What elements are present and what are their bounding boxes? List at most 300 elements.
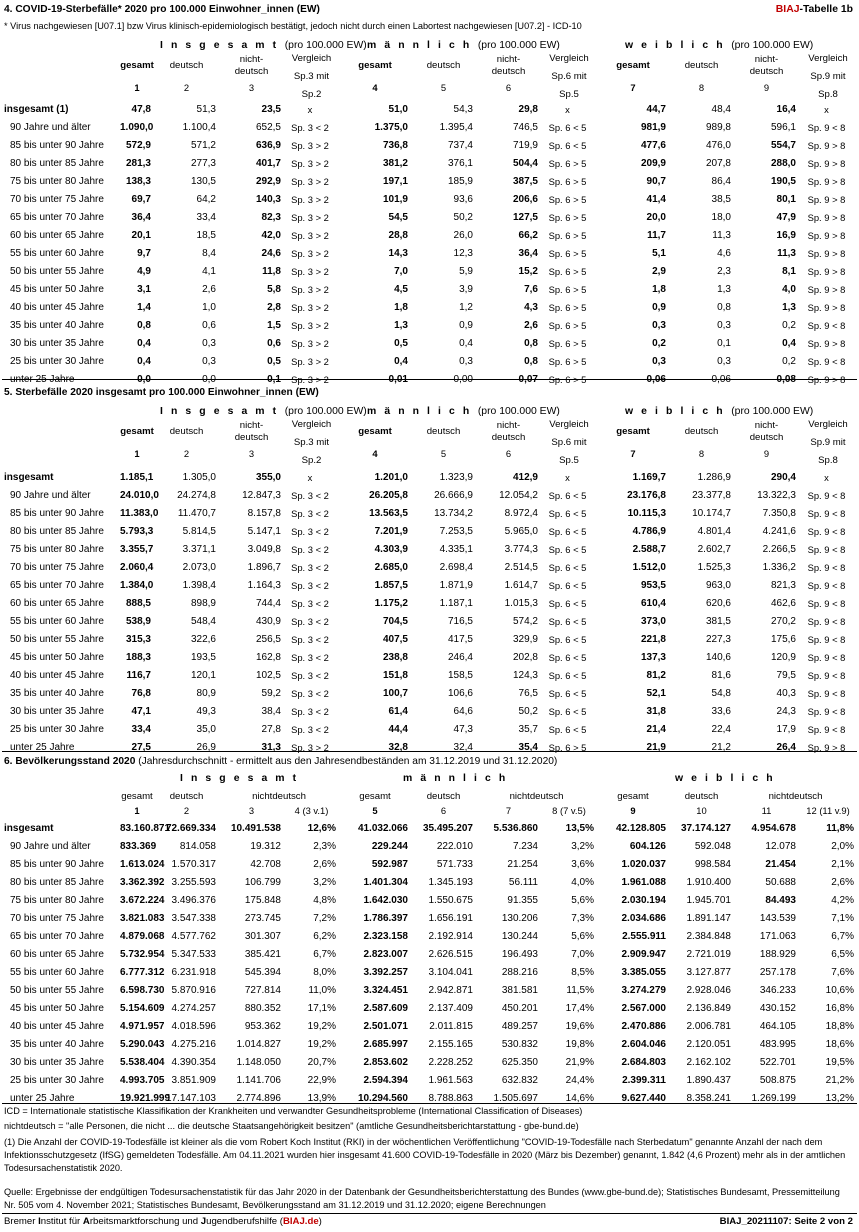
table-cell: 21,2% <box>825 1075 854 1086</box>
table-cell: 24,3 <box>776 706 796 717</box>
table-cell: Sp. 3 > 2 <box>291 742 329 753</box>
table-cell: 1,4 <box>137 302 151 313</box>
group-header-weiblich-label: w e i b l i c h <box>625 406 726 417</box>
table-cell: 373,0 <box>640 616 666 627</box>
table-cell: 66,2 <box>518 230 538 241</box>
table-cell: Sp. 6 > 5 <box>548 194 587 205</box>
row-label: insgesamt (1) <box>4 104 69 115</box>
table-cell: 288.216 <box>501 967 538 978</box>
table-cell: 50.688 <box>765 877 796 888</box>
table-cell: 2.073,0 <box>182 562 216 573</box>
table-cell: 4.390.354 <box>171 1057 216 1068</box>
table-cell: 477,6 <box>640 140 666 151</box>
table-cell: 2,3 <box>717 266 731 277</box>
column-header-sp9mit: Sp.9 mit <box>810 437 846 448</box>
table-cell: 0,6 <box>267 338 281 349</box>
table-cell: 3.385.055 <box>621 967 666 978</box>
row-label: 65 bis unter 70 Jahre <box>10 931 104 942</box>
table-cell: 69,7 <box>131 194 151 205</box>
table-cell: 10.115,3 <box>627 508 666 519</box>
section4-title: 4. COVID-19-Sterbefälle* 2020 pro 100.000 Einwohner_innen (EW) <box>4 4 320 15</box>
table-cell: 162,8 <box>255 652 281 663</box>
table-cell: 188.929 <box>759 949 796 960</box>
table-cell: 0,8 <box>717 302 731 313</box>
table-cell: Sp. 9 < 8 <box>807 490 846 501</box>
table-row <box>2 469 857 487</box>
row-label: 40 bis unter 45 Jahre <box>10 302 104 313</box>
table-cell: 1.505.697 <box>493 1093 538 1104</box>
table-cell: 48,4 <box>711 104 731 115</box>
row-label: 30 bis unter 35 Jahre <box>10 1057 104 1068</box>
table-cell: 381.581 <box>501 985 538 996</box>
table-cell: 32,4 <box>453 742 473 753</box>
table-cell: 0,3 <box>459 356 473 367</box>
table-cell: Sp. 9 > 8 <box>807 176 846 187</box>
row-label: 85 bis unter 90 Jahre <box>10 859 104 870</box>
table-cell: Sp. 3 < 2 <box>291 670 329 681</box>
table-cell: 54,5 <box>388 212 408 223</box>
table-cell: 346.233 <box>759 985 796 996</box>
table-cell: 41,4 <box>646 194 666 205</box>
table-cell: 2.006.781 <box>686 1021 731 1032</box>
column-header-vergleich: Vergleich <box>291 419 332 430</box>
table-cell: 24.274,8 <box>177 490 216 501</box>
table-cell: 202,8 <box>512 652 538 663</box>
table-row <box>2 892 857 910</box>
column-number: 2 <box>183 448 190 459</box>
row-label: 55 bis unter 60 Jahre <box>10 616 104 627</box>
table-cell: 736,8 <box>382 140 408 151</box>
table-cell: 12,6% <box>307 823 336 834</box>
table-cell: 4.993.705 <box>120 1075 165 1086</box>
table-cell: 2,3% <box>313 841 336 852</box>
table-cell: 7,6 <box>524 284 538 295</box>
table-cell: Sp. 9 < 8 <box>807 122 846 133</box>
table-cell: 12.054,2 <box>499 490 538 501</box>
table-cell: Sp. 9 > 8 <box>807 194 846 205</box>
table-cell: 3,6% <box>571 859 594 870</box>
table-cell: Sp. 6 > 5 <box>548 266 587 277</box>
table-cell: 82,3 <box>261 212 281 223</box>
table-cell: 3.104.041 <box>428 967 473 978</box>
table-cell: 464.105 <box>759 1021 796 1032</box>
table-cell: 0,0 <box>137 374 151 385</box>
group-header-weiblich <box>625 406 813 417</box>
column-number: 2 <box>183 805 190 816</box>
table-cell: 1.164,3 <box>247 580 281 591</box>
table-cell: 3.255.593 <box>171 877 216 888</box>
table-cell: Sp. 3 < 2 <box>291 526 329 537</box>
table-cell: 31,3 <box>261 742 281 753</box>
table-cell: 2.685,0 <box>374 562 408 573</box>
column-header-sp6mit: Sp.6 mit <box>551 71 587 82</box>
row-label: unter 25 Jahre <box>10 374 75 385</box>
table-cell: 11,8 <box>262 266 281 277</box>
table6 <box>2 820 857 1108</box>
table-cell: 0,6 <box>202 320 216 331</box>
table4 <box>2 101 857 389</box>
table-cell: 19.921.999 <box>120 1093 171 1104</box>
table-cell: 81,6 <box>711 670 731 681</box>
table-cell: 42.708 <box>250 859 281 870</box>
table-cell: 4,6 <box>717 248 731 259</box>
table-cell: 620,6 <box>705 598 731 609</box>
table-row <box>2 1036 857 1054</box>
table-cell: 430.152 <box>759 1003 796 1014</box>
table-cell: 6.777.312 <box>120 967 165 978</box>
table-cell: 981,9 <box>640 122 666 133</box>
table-cell: 7,0% <box>571 949 594 960</box>
table-cell: 610,4 <box>640 598 666 609</box>
table-cell: Sp. 6 < 5 <box>548 652 587 663</box>
table-cell: 72.669.334 <box>165 823 216 834</box>
table-cell: 0,06 <box>646 374 666 385</box>
table-cell: 953,5 <box>640 580 666 591</box>
group-header-maennlich <box>367 406 560 417</box>
table-row <box>2 838 857 856</box>
table-row <box>2 101 857 119</box>
table-cell: Sp. 3 > 2 <box>291 158 329 169</box>
table-cell: 355,0 <box>255 472 281 483</box>
table-id <box>776 4 853 15</box>
table-cell: 1.890.437 <box>686 1075 731 1086</box>
table-cell: 4,2% <box>831 895 854 906</box>
table-cell: 1,0 <box>202 302 216 313</box>
column-header-deutsch: deutsch <box>169 791 204 802</box>
table-cell: 3,9 <box>459 284 473 295</box>
footer-text: rbeitsmarktforschung und <box>89 1216 201 1227</box>
table-cell: 93,6 <box>453 194 473 205</box>
table-cell: x <box>824 104 829 115</box>
table-cell: 10.294.560 <box>357 1093 408 1104</box>
column-number: 6 <box>440 805 447 816</box>
table-cell: 277,3 <box>190 158 216 169</box>
table-cell: 596,1 <box>770 122 796 133</box>
table-cell: 376,1 <box>447 158 473 169</box>
column-header-deutsch: deutsch <box>684 426 719 437</box>
table-cell: 11,5% <box>566 985 594 996</box>
table-cell: 8.972,4 <box>504 508 538 519</box>
table-cell: 1.020.037 <box>621 859 666 870</box>
table-cell: 2.594.394 <box>363 1075 408 1086</box>
table-cell: 130,5 <box>190 176 216 187</box>
table-cell: 7,1% <box>831 913 854 924</box>
table-cell: 175.848 <box>244 895 281 906</box>
table-cell: 1.090,0 <box>120 122 154 133</box>
table-cell: 963,0 <box>705 580 731 591</box>
table-cell: 0,3 <box>717 320 731 331</box>
row-label: 75 bis unter 80 Jahre <box>10 544 104 555</box>
table-cell: 2.942.871 <box>428 985 473 996</box>
table-cell: 207,8 <box>705 158 731 169</box>
column-header-gesamt: gesamt <box>120 426 154 437</box>
table-cell: x <box>307 472 313 483</box>
footer-link[interactable]: BIAJ.de <box>282 1216 319 1227</box>
table-cell: 3,2% <box>571 841 594 852</box>
table-cell: 20,0 <box>646 212 666 223</box>
table-cell: x <box>565 472 570 483</box>
table-cell: 545.394 <box>244 967 281 978</box>
table-cell: 2.823.007 <box>363 949 408 960</box>
table-cell: 138,3 <box>125 176 151 187</box>
table-cell: 1.786.397 <box>363 913 408 924</box>
table-cell: 625.350 <box>501 1057 538 1068</box>
table-cell: 8.358.241 <box>686 1093 731 1104</box>
table-cell: 3.774,3 <box>504 544 538 555</box>
table-cell: 315,3 <box>125 634 151 645</box>
table-cell: 1.187,1 <box>439 598 473 609</box>
table-cell: 2.588,7 <box>632 544 666 555</box>
row-label: 85 bis unter 90 Jahre <box>10 508 104 519</box>
table-cell: 21,9% <box>565 1057 594 1068</box>
footer-page-info: BIAJ_20211107: Seite 2 von 2 <box>719 1216 853 1227</box>
row-label: 65 bis unter 70 Jahre <box>10 580 104 591</box>
row-label: 80 bis unter 85 Jahre <box>10 877 104 888</box>
column-header-sp9mit: Sp.9 mit <box>810 71 846 82</box>
column-header-nichtdeutsch_word: deutsch <box>749 66 784 77</box>
table-cell: 47,9 <box>776 212 796 223</box>
table-cell: 3.672.224 <box>120 895 165 906</box>
table-cell: 407,5 <box>382 634 408 645</box>
table-cell: Sp. 3 < 2 <box>291 688 329 699</box>
column-number: 8 <box>698 82 705 93</box>
table-cell: Sp. 6 < 5 <box>548 140 587 151</box>
table-cell: 0,3 <box>202 338 216 349</box>
table-cell: 1.014.827 <box>236 1039 281 1050</box>
table-cell: 227,3 <box>705 634 731 645</box>
table-cell: 2.192.914 <box>428 931 473 942</box>
table-cell: 2.587.609 <box>363 1003 408 1014</box>
table-cell: 32,8 <box>388 742 408 753</box>
table-cell: 2.323.158 <box>363 931 408 942</box>
table-cell: Sp. 9 < 8 <box>807 598 846 609</box>
table-cell: Sp. 3 > 2 <box>291 212 329 223</box>
table-cell: Sp. 9 < 8 <box>807 688 846 699</box>
table-cell: 1.323,9 <box>439 472 473 483</box>
table-cell: 127,5 <box>512 212 538 223</box>
row-label: 50 bis unter 55 Jahre <box>10 634 104 645</box>
footnote-icd: ICD = Internationale statistische Klassifikation der Krankheiten und verwandter Gesundheitsprobleme (International Classification of Diseases) <box>4 1106 583 1116</box>
column-number: 8 <box>698 448 705 459</box>
column-header-sp5: Sp.5 <box>559 455 579 466</box>
table-cell: 4.801,4 <box>697 526 731 537</box>
table-cell: 11,3 <box>712 230 731 241</box>
table-row <box>2 1018 857 1036</box>
table-row <box>2 964 857 982</box>
table-cell: Sp. 6 > 5 <box>548 374 587 385</box>
table-row <box>2 613 857 631</box>
table-cell: 19,6% <box>565 1021 594 1032</box>
table-cell: 430,9 <box>255 616 281 627</box>
table-cell: 2.698,4 <box>439 562 473 573</box>
table-row <box>2 874 857 892</box>
table-cell: Sp. 6 > 5 <box>548 284 587 295</box>
table-cell: Sp. 6 < 5 <box>548 562 587 573</box>
table-cell: 989,8 <box>705 122 731 133</box>
table-row <box>2 928 857 946</box>
group-header-maennlich-label: m ä n n l i c h <box>367 40 472 51</box>
table-cell: 450.201 <box>501 1003 538 1014</box>
row-label: 80 bis unter 85 Jahre <box>10 526 104 537</box>
table-cell: 56.111 <box>508 877 538 888</box>
table-cell: 79,5 <box>776 670 796 681</box>
table-cell: 2,6 <box>524 320 538 331</box>
table-cell: 12.847,3 <box>242 490 281 501</box>
column-header-nichtdeutsch_word: deutsch <box>234 66 269 77</box>
table-cell: 1.871,9 <box>439 580 473 591</box>
table-cell: 6.598.730 <box>120 985 165 996</box>
table-cell: 530.832 <box>501 1039 538 1050</box>
table-row <box>2 703 857 721</box>
column-header-nichtdeutsch_word: deutsch <box>491 432 526 443</box>
group-header-weiblich <box>625 40 813 51</box>
row-label: 70 bis unter 75 Jahre <box>10 913 104 924</box>
table-cell: 229.244 <box>371 841 408 852</box>
footnote-source: Quelle: Ergebnisse der endgültigen Todesursachenstatistik für das Jahr 2020 in der Datenbank der Gesundheitsberichterstattung des Bundes (www.gbe-bund.de); Statistisches Bundesamt, Pressemitteilung Nr. 505 vom 4. November 2021; Statistisches Bundesamt, Bevölkerungsstand am 31.12.2019 und 31.12.2020; eigene Berechnungen <box>4 1187 840 1210</box>
table-cell: Sp. 9 > 8 <box>807 284 846 295</box>
footer-text: nstitut für <box>40 1216 83 1227</box>
table-cell: 11,8% <box>826 823 854 834</box>
table-cell: 2.011.815 <box>429 1021 473 1032</box>
table-cell: Sp. 3 < 2 <box>291 598 329 609</box>
table-cell: 257.178 <box>759 967 796 978</box>
row-label: 90 Jahre und älter <box>10 490 91 501</box>
table-cell: Sp. 3 > 2 <box>291 302 329 313</box>
table-cell: 1.141.706 <box>236 1075 281 1086</box>
table-cell: 28,8 <box>388 230 408 241</box>
table-cell: 17.147.103 <box>165 1093 216 1104</box>
table-cell: Sp. 3 < 2 <box>291 616 329 627</box>
table-cell: 4,0% <box>571 877 594 888</box>
table-cell: 3.127.877 <box>686 967 731 978</box>
section6-title <box>4 756 557 767</box>
table-cell: 13,9% <box>307 1093 336 1104</box>
table-cell: 11.383,0 <box>120 508 159 519</box>
table-cell: 86,4 <box>711 176 731 187</box>
table-cell: 1.896,7 <box>247 562 281 573</box>
table-cell: 42,0 <box>261 230 281 241</box>
table-cell: Sp. 6 < 5 <box>548 634 587 645</box>
table-cell: 571.733 <box>436 859 473 870</box>
table-cell: 50,2 <box>518 706 538 717</box>
row-label: unter 25 Jahre <box>10 1093 75 1104</box>
column-number: 1 <box>134 448 140 459</box>
footer-institute <box>4 1216 322 1227</box>
table-cell: 2.602,7 <box>697 544 731 555</box>
table-cell: 1.614,7 <box>504 580 538 591</box>
table-cell: 11,7 <box>647 230 666 241</box>
table-cell: 5,8 <box>267 284 281 295</box>
table-cell: 2.137.409 <box>428 1003 473 1014</box>
table-cell: Sp. 6 < 5 <box>548 706 587 717</box>
table-cell: 2.228.252 <box>428 1057 473 1068</box>
table-cell: 18,0 <box>711 212 731 223</box>
table-cell: 26.205,8 <box>369 490 408 501</box>
table-cell: 90,7 <box>646 176 666 187</box>
table-row <box>2 353 857 371</box>
table-cell: 1.305,0 <box>182 472 216 483</box>
table-cell: 35,7 <box>518 724 538 735</box>
row-label: insgesamt <box>4 823 54 834</box>
table-cell: 13,5% <box>565 823 594 834</box>
column-number: 4 <box>372 448 378 459</box>
table-row <box>2 577 857 595</box>
table-cell: 44,4 <box>388 724 408 735</box>
column-header-gesamt: gesamt <box>358 426 392 437</box>
table-cell: 5.793,3 <box>120 526 154 537</box>
table-cell: 19,2% <box>307 1039 336 1050</box>
table-cell: 489.257 <box>501 1021 538 1032</box>
table-cell: 0,3 <box>652 320 666 331</box>
table-cell: Sp. 6 > 5 <box>548 158 587 169</box>
table-cell: 196.493 <box>501 949 538 960</box>
table-cell: 1,3 <box>394 320 408 331</box>
table-cell: 4,9 <box>137 266 151 277</box>
table-cell: 21,2 <box>711 742 731 753</box>
table-cell: 7,6% <box>831 967 854 978</box>
table-cell: Sp. 6 > 5 <box>548 742 587 753</box>
table-cell: Sp. 9 < 8 <box>807 356 846 367</box>
table-cell: 290,4 <box>770 472 796 483</box>
table-cell: 7,0 <box>394 266 408 277</box>
table-cell: 3,2% <box>313 877 336 888</box>
column-header-deutsch: deutsch <box>684 60 719 71</box>
table-cell: 42.128.805 <box>615 823 666 834</box>
table-cell: 574,2 <box>512 616 538 627</box>
table-cell: 4.954.678 <box>751 823 796 834</box>
column-header-nicht: nicht- <box>496 420 521 431</box>
table-cell: 4,0 <box>782 284 796 295</box>
column-header-sp3mit: Sp.3 mit <box>293 71 330 82</box>
table-row <box>2 155 857 173</box>
table-cell: 246,4 <box>447 652 473 663</box>
table-cell: 273.745 <box>244 913 281 924</box>
table-cell: 522.701 <box>759 1057 796 1068</box>
column-header-deutsch: deutsch <box>426 426 461 437</box>
table-cell: 1.345.193 <box>428 877 473 888</box>
table-cell: 16,4 <box>776 104 796 115</box>
table-cell: x <box>565 104 570 115</box>
table-cell: 47,8 <box>131 104 151 115</box>
column-number: 10 <box>696 805 707 816</box>
table-cell: Sp. 9 > 8 <box>807 302 846 313</box>
table-cell: 508.875 <box>759 1075 796 1086</box>
table-row <box>2 1054 857 1072</box>
table-cell: 21.254 <box>507 859 538 870</box>
table-cell: 6.231.918 <box>171 967 216 978</box>
table-row <box>2 1072 857 1090</box>
table-cell: Sp. 3 < 2 <box>291 544 329 555</box>
table-row <box>2 1000 857 1018</box>
table-cell: 84.493 <box>765 895 796 906</box>
group-header-insgesamt-label: I n s g e s a m t <box>160 406 279 417</box>
table-cell: 604.126 <box>629 841 666 852</box>
table-cell: 2.555.911 <box>622 931 666 942</box>
table-cell: 4.971.957 <box>120 1021 165 1032</box>
table-cell: 381,5 <box>705 616 731 627</box>
table-cell: 7.201,9 <box>374 526 408 537</box>
column-number: 2 <box>183 82 190 93</box>
table-row <box>2 119 857 137</box>
row-label: 50 bis unter 55 Jahre <box>10 266 104 277</box>
table-cell: 185,9 <box>447 176 473 187</box>
table-cell: 76,5 <box>518 688 538 699</box>
table-id-prefix: BIAJ <box>775 4 800 15</box>
table-cell: Sp. 6 < 5 <box>548 508 587 519</box>
column-header-nichtdeutsch: nichtdeutsch <box>768 791 823 802</box>
table-cell: Sp. 3 > 2 <box>291 230 329 241</box>
table-cell: 12,3 <box>453 248 473 259</box>
